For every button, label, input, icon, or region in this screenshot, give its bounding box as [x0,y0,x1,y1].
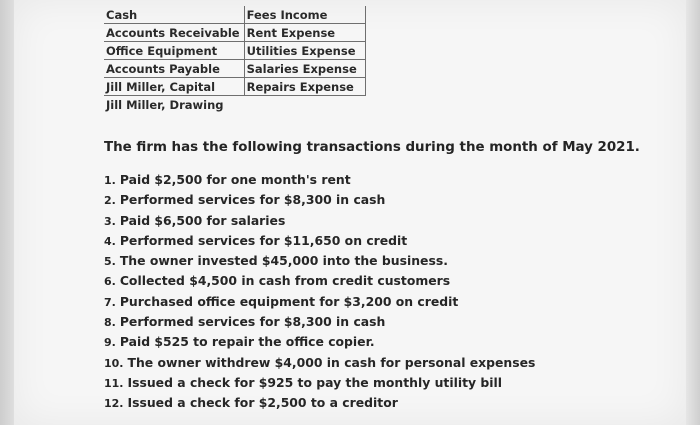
account-name: Cash [104,6,244,24]
account-name: Repairs Expense [244,78,365,96]
transaction-number: 8. [104,316,116,330]
transaction-text: Issued a check for $2,500 to a creditor [127,395,398,411]
transaction-text: Performed services for $11,650 on credit [119,232,408,248]
transaction-text: Paid $2,500 for one month's rent [119,172,351,187]
account-name-empty [244,96,365,114]
chart-of-accounts-table [104,6,366,113]
transaction-item [104,231,535,251]
page-right-edge [686,0,700,425]
account-name: Rent Expense [244,24,365,42]
account-row [104,6,365,24]
account-name: Accounts Receivable [104,24,244,42]
account-name: Accounts Payable [104,60,244,78]
transactions-intro: The firm has the following transactions during the month of May 2021. [104,140,640,155]
transaction-text: Performed services for $8,300 in cash [119,192,386,208]
transaction-number: 4. [104,234,116,248]
account-name: Jill Miller, Drawing [106,97,224,112]
account-name: Utilities Expense [244,42,365,60]
account-name: Office Equipment [104,42,244,60]
transaction-item [104,332,535,352]
transaction-number: 6. [104,275,116,289]
account-name: Jill Miller, Capital [104,78,244,96]
page-left-shadow [0,0,14,425]
transaction-text: Performed services for $8,300 in cash [119,314,386,330]
transaction-item [104,393,535,413]
transaction-item [104,312,535,332]
transaction-number: 10. [104,356,124,370]
transaction-text: Paid $6,500 for salaries [119,212,286,228]
transaction-text: Purchased office equipment for $3,200 on credit [119,293,459,309]
account-row [104,60,365,78]
transaction-item [104,251,535,271]
transaction-number: 12. [104,397,124,411]
account-name: Fees Income [244,6,365,24]
transaction-number: 7. [104,295,116,309]
transaction-number: 5. [104,255,116,269]
account-row [104,24,365,42]
transaction-number: 2. [104,194,116,208]
transaction-text: Issued a check for $925 to pay the monthly utility bill [127,374,503,390]
transaction-item [104,170,535,190]
transaction-number: 1. [104,174,116,187]
account-row [104,78,365,96]
transaction-item [104,271,535,291]
transaction-text: The owner withdrew $4,000 in cash for personal expenses [127,354,536,370]
transaction-number: 3. [104,214,116,228]
transaction-item [104,373,535,393]
transaction-item [104,190,535,210]
transaction-number: 11. [104,376,124,390]
transaction-item [104,292,535,312]
transaction-list [104,170,535,414]
account-row [104,96,365,114]
transaction-text: The owner invested $45,000 into the business. [119,253,448,269]
transaction-item [104,353,535,373]
transaction-item [104,211,535,231]
transaction-text: Collected $4,500 in cash from credit customers [119,273,451,289]
account-name: Salaries Expense [244,60,365,78]
transaction-number: 9. [104,336,116,350]
transaction-text: Paid $525 to repair the office copier. [119,334,375,350]
account-row [104,42,365,60]
